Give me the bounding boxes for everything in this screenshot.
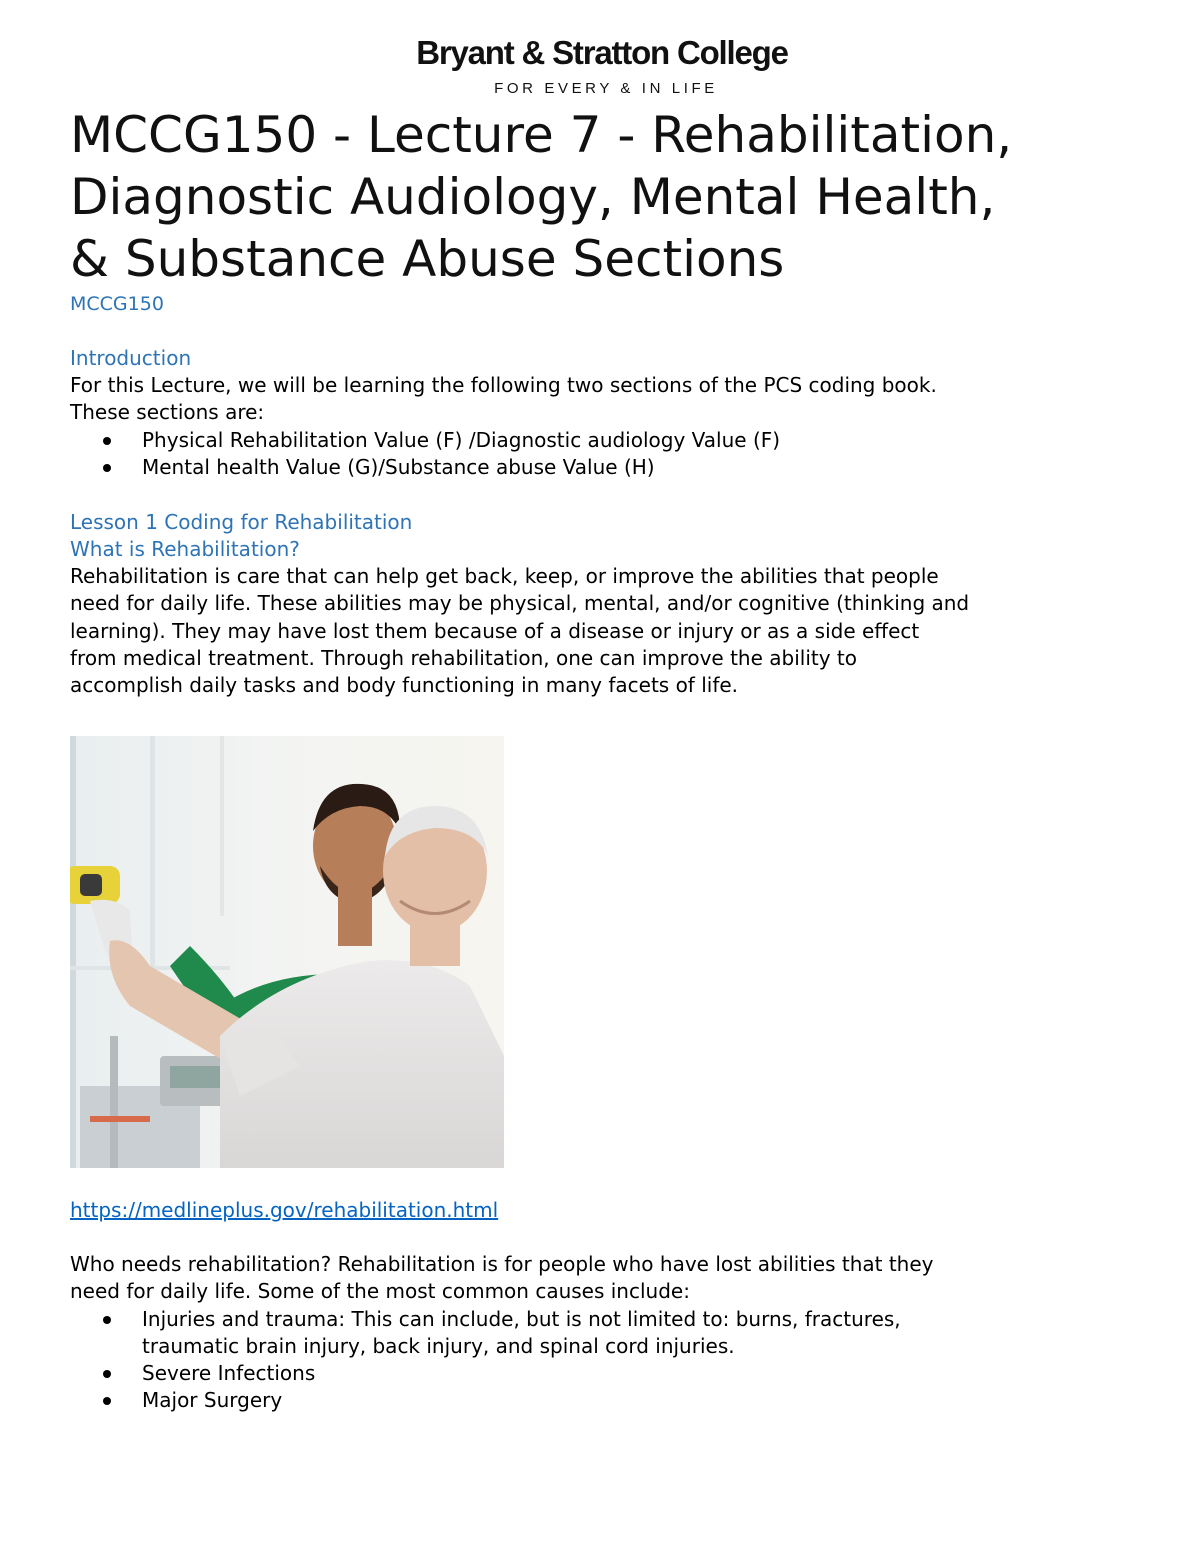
- introduction-text: [70, 372, 1150, 427]
- course-code-subtitle: MCCG150: [70, 293, 164, 315]
- bullet-icon: [103, 437, 111, 445]
- text-line: Who needs rehabilitation? Rehabilitation is for people who have lost abilities that they: [70, 1252, 934, 1276]
- introduction-section: [70, 344, 1150, 481]
- list-item-text: Physical Rehabilitation Value (F) /Diagnostic audiology Value (F): [142, 427, 781, 452]
- introduction-bullet-list: [70, 427, 1150, 482]
- text-line: learning). They may have lost them because of a disease or injury or as a side effect: [70, 618, 920, 643]
- text-line: These sections are:: [70, 400, 265, 425]
- list-item-text: Major Surgery: [142, 1388, 283, 1413]
- bullet-icon: [103, 464, 111, 472]
- logo-tagline: FOR EVERY & IN LIFE: [494, 80, 718, 97]
- text-line: from medical treatment. Through rehabilitation, one can improve the ability to: [70, 645, 858, 670]
- bullet-icon: [103, 1397, 111, 1405]
- list-item-text: Severe Infections: [142, 1361, 316, 1386]
- title-line: Diagnostic Audiology, Mental Health,: [70, 168, 996, 226]
- list-item: [70, 1360, 1150, 1387]
- lesson1-subheading: What is Rehabilitation?: [70, 537, 300, 561]
- text-line: need for daily life. Some of the most common causes include:: [70, 1279, 690, 1304]
- who-needs-section: [70, 1251, 1150, 1415]
- causes-bullet-list: [70, 1306, 1150, 1415]
- list-item: [70, 427, 1150, 454]
- list-item-text: Injuries and trauma: This can include, but is not limited to: burns, fractures,: [142, 1306, 901, 1331]
- college-logo: [396, 34, 816, 98]
- bullet-icon: [103, 1316, 111, 1324]
- list-item-text: traumatic brain injury, back injury, and spinal cord injuries.: [142, 1333, 735, 1358]
- list-item: [70, 1387, 1150, 1414]
- list-item: [70, 1306, 1150, 1361]
- source-link[interactable]: https://medlineplus.gov/rehabilitation.html: [70, 1198, 499, 1222]
- lesson1-text: [70, 563, 1150, 699]
- text-line: Rehabilitation is care that can help get back, keep, or improve the abilities that people: [70, 564, 939, 588]
- text-line: accomplish daily tasks and body functioning in many facets of life.: [70, 673, 739, 698]
- document-title: [70, 104, 1150, 290]
- introduction-heading: Introduction: [70, 346, 192, 370]
- lesson1-section: [70, 508, 1150, 699]
- who-needs-text: [70, 1251, 1150, 1306]
- title-line: MCCG150 - Lecture 7 - Rehabilitation,: [70, 106, 1013, 164]
- lesson1-heading: Lesson 1 Coding for Rehabilitation: [70, 510, 413, 534]
- list-item-text: Mental health Value (G)/Substance abuse Value (H): [142, 454, 655, 479]
- rehabilitation-photo: [70, 736, 504, 1168]
- list-item: [70, 454, 1150, 481]
- logo-name: Bryant & Stratton College: [416, 34, 788, 71]
- text-line: For this Lecture, we will be learning the following two sections of the PCS coding book.: [70, 373, 937, 397]
- bullet-icon: [103, 1370, 111, 1378]
- title-line: & Substance Abuse Sections: [70, 230, 785, 288]
- text-line: need for daily life. These abilities may be physical, mental, and/or cognitive (thinking and: [70, 591, 970, 616]
